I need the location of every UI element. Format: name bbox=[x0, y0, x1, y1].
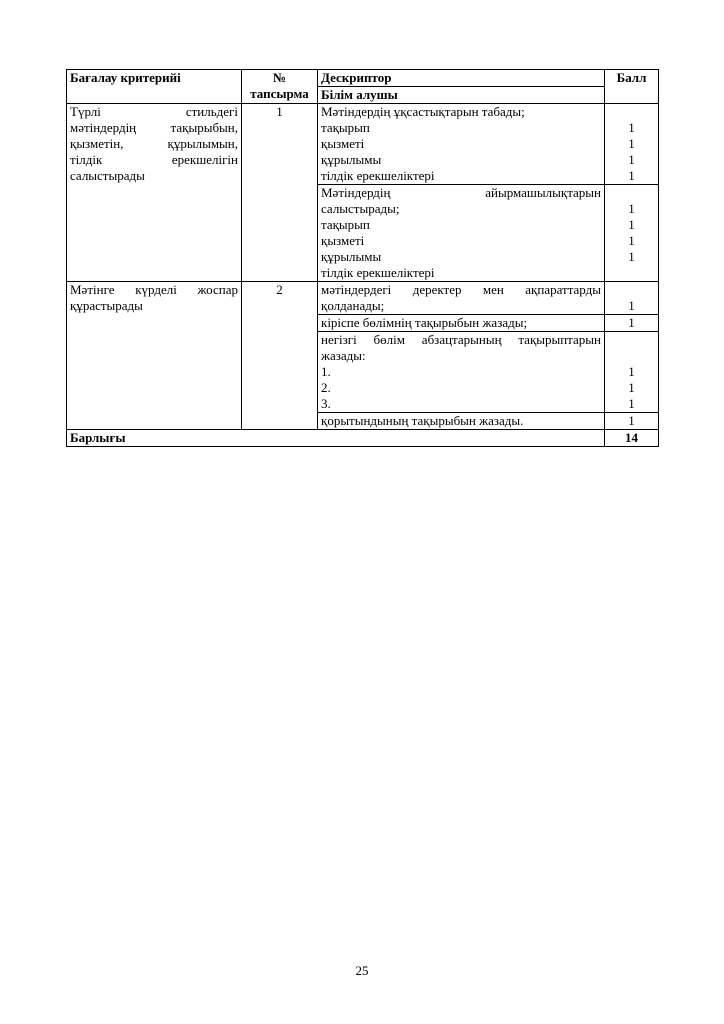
descriptor-cell-2a: мәтіндердегі деректер мен ақпараттарды қолданады; bbox=[318, 282, 605, 315]
header-row bbox=[67, 70, 659, 87]
criteria-header: Бағалау критерийі bbox=[67, 70, 242, 104]
descriptor-cell-2c: негізгі бөлім абзацтарының тақырыптарын жазады: 1. 2. 3. bbox=[318, 332, 605, 413]
score-cell-2a: 1 bbox=[605, 282, 659, 315]
task-number-header: № тапсырма bbox=[242, 70, 318, 104]
score-cell-2d: 1 bbox=[605, 413, 659, 430]
score-cell-1a: 1 1 1 1 bbox=[605, 104, 659, 185]
descriptor-header: Дескриптор bbox=[318, 70, 605, 87]
descriptor-cell-2b: кіріспе бөлімнің тақырыбын жазады; bbox=[318, 315, 605, 332]
score-cell-1b: 1 1 1 1 bbox=[605, 185, 659, 282]
score-header: Балл bbox=[605, 70, 659, 104]
descriptor-cell-1b: Мәтіндердің айырмашылықтарын салыстырады; тақырып қызметі құрылымы тілдік ерекшеліктері bbox=[318, 185, 605, 282]
total-value: 14 bbox=[605, 430, 659, 447]
learner-header: Білім алушы bbox=[318, 87, 605, 104]
criterion-row-2 bbox=[67, 282, 659, 315]
criterion-cell-1: Түрлі стильдегі мәтіндердің тақырыбын, қызметін, құрылымын, тілдік ерекшелігін салыстырады bbox=[67, 104, 242, 282]
task-number-1: 1 bbox=[242, 104, 318, 282]
total-label: Барлығы bbox=[67, 430, 605, 447]
criterion-row-1 bbox=[67, 104, 659, 185]
total-row bbox=[67, 430, 659, 447]
descriptor-cell-1a: Мәтіндердің ұқсастықтарын табады; тақырып қызметі құрылымы тілдік ерекшеліктері bbox=[318, 104, 605, 185]
criterion-cell-2: Мәтінге күрделі жоспар құрастырады bbox=[67, 282, 242, 430]
page-number: 25 bbox=[355, 963, 369, 978]
assessment-table bbox=[66, 69, 659, 447]
task-number-2: 2 bbox=[242, 282, 318, 430]
score-cell-2b: 1 bbox=[605, 315, 659, 332]
score-cell-2c: 1 1 1 bbox=[605, 332, 659, 413]
descriptor-cell-2d: қорытындының тақырыбын жазады. bbox=[318, 413, 605, 430]
